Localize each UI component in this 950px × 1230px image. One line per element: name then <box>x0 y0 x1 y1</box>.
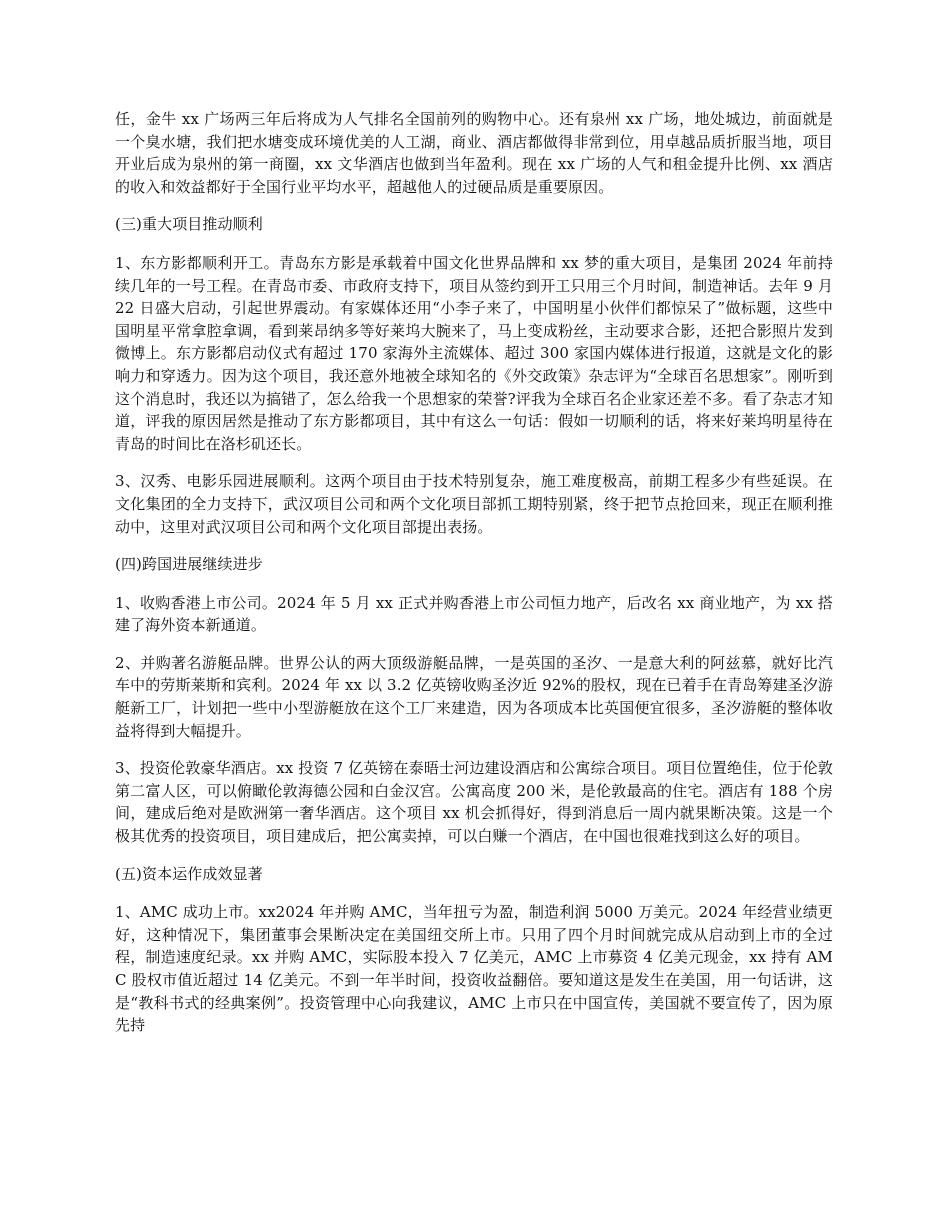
paragraph-london-hotel: 3、投资伦敦豪华酒店。xx 投资 7 亿英镑在泰晤士河边建设酒店和公寓综合项目。项目位置绝佳，位于伦敦第二富人区，可以俯瞰伦敦海德公园和白金汉宫。公寓高度 200 米，是伦敦最高的住宅。酒店有 188 个房间，建成后绝对是欧洲第一奢华酒店。这个项目 xx 机会抓得好，得到消息后一周内就果断决策。这是一个极其优秀的投资项目，项目建成后，把公寓卖掉，可以白赚一个酒店，在中国也很难找到这么好的项目。 <box>115 759 833 846</box>
paragraph-intro: 任，金牛 xx 广场两三年后将成为人气排名全国前列的购物中心。还有泉州 xx 广场，地处城边，前面就是一个臭水塘，我们把水塘变成环境优美的人工湖，商业、酒店都做得非常到位，用卓越品质折服当地，项目开业后成为泉州的第一商圈，xx 文华酒店也做到当年盈利。现在 xx 广场的人气和租金提升比例、xx 酒店的收入和效益都好于全国行业平均水平，超越他人的过硬品质是重要原因。 <box>115 110 833 196</box>
paragraph-yacht-acquisition: 2、并购著名游艇品牌。世界公认的两大顶级游艇品牌，一是英国的圣汐、一是意大利的阿兹慕，就好比汽车中的劳斯莱斯和宾利。2024 年 xx 以 3.2 亿英镑收购圣汐近 92%的股权，现在已着手在青岛筹建圣汐游艇新工厂，计划把一些中小型游艇放在这个工厂来建造，因为各项成本比英国便宜很多，圣汐游艇的整体收益将得到大幅提升。 <box>115 653 833 740</box>
paragraph-han-show: 3、汉秀、电影乐园进展顺利。这两个项目由于技术特别复杂，施工难度极高，前期工程多少有些延误。在文化集团的全力支持下，武汉项目公司和两个文化项目部抓工期特别紧，终于把节点抢回来，现正在顺利推动中，这里对武汉项目公司和两个文化项目部提出表扬。 <box>115 472 833 536</box>
section-heading-4: (四)跨国进展继续进步 <box>115 555 263 574</box>
section-heading-5: (五)资本运作成效显著 <box>115 864 263 883</box>
document-page <box>115 108 833 1052</box>
paragraph-hk-acquisition: 1、收购香港上市公司。2024 年 5 月 xx 正式并购香港上市公司恒力地产，后改名 xx 商业地产，为 xx 搭建了海外资本新通道。 <box>115 593 833 635</box>
paragraph-oriental-movie-metropolis: 1、东方影都顺利开工。青岛东方影是承载着中国文化世界品牌和 xx 梦的重大项目，是集团 2024 年前持续几年的一号工程。在青岛市委、市政府支持下，项目从签约到开工只用三个月时间，制造神话。去年 9 月 22 日盛大启动，引起世界震动。有家媒体还用“小李子来了，中国明星小伙伴们都惊呆了”做标题，这些中国明星平常拿腔拿调，看到莱昂纳多等好莱坞大腕来了，马上变成粉丝，主动要求合影，还把合影照片发到微博上。东方影都启动仪式有超过 170 家海外主流媒体、超过 300 家国内媒体进行报道，这就是文化的影响力和穿透力。因为这个项目，我还意外地被全球知名的《外交政策》杂志评为“全球百名思想家”。刚听到这个消息时，我还以为搞错了，怎么给我一个思想家的荣誉?评我为全球百名企业家还差不多。看了杂志才知道，评我的原因居然是推动了东方影都项目，其中有这么一句话：假如一切顺利的话，将来好莱坞明星待在青岛的时间比在洛杉矶还长。 <box>115 253 833 453</box>
paragraph-amc-listing: 1、AMC 成功上市。xx2024 年并购 AMC，当年扭亏为盈，制造利润 5000 万美元。2024 年经营业绩更好，这种情况下，集团董事会果断决定在美国纽交所上市。只用了四个月时间就完成从启动到上市的全过程，制造速度纪录。xx 并购 AMC，实际股本投入 7 亿美元，AMC 上市募资 4 亿美元现金，xx 持有 AMC 股权市值近超过 14 亿美元。不到一年半时间，投资收益翻倍。要知道这是发生在美国，用一句话讲，这是“教科书式的经典案例”。投资管理中心向我建议，AMC 上市只在中国宣传，美国就不要宣传了，因为原先持 <box>115 903 833 1035</box>
section-heading-3: (三)重大项目推动顺利 <box>115 215 263 234</box>
